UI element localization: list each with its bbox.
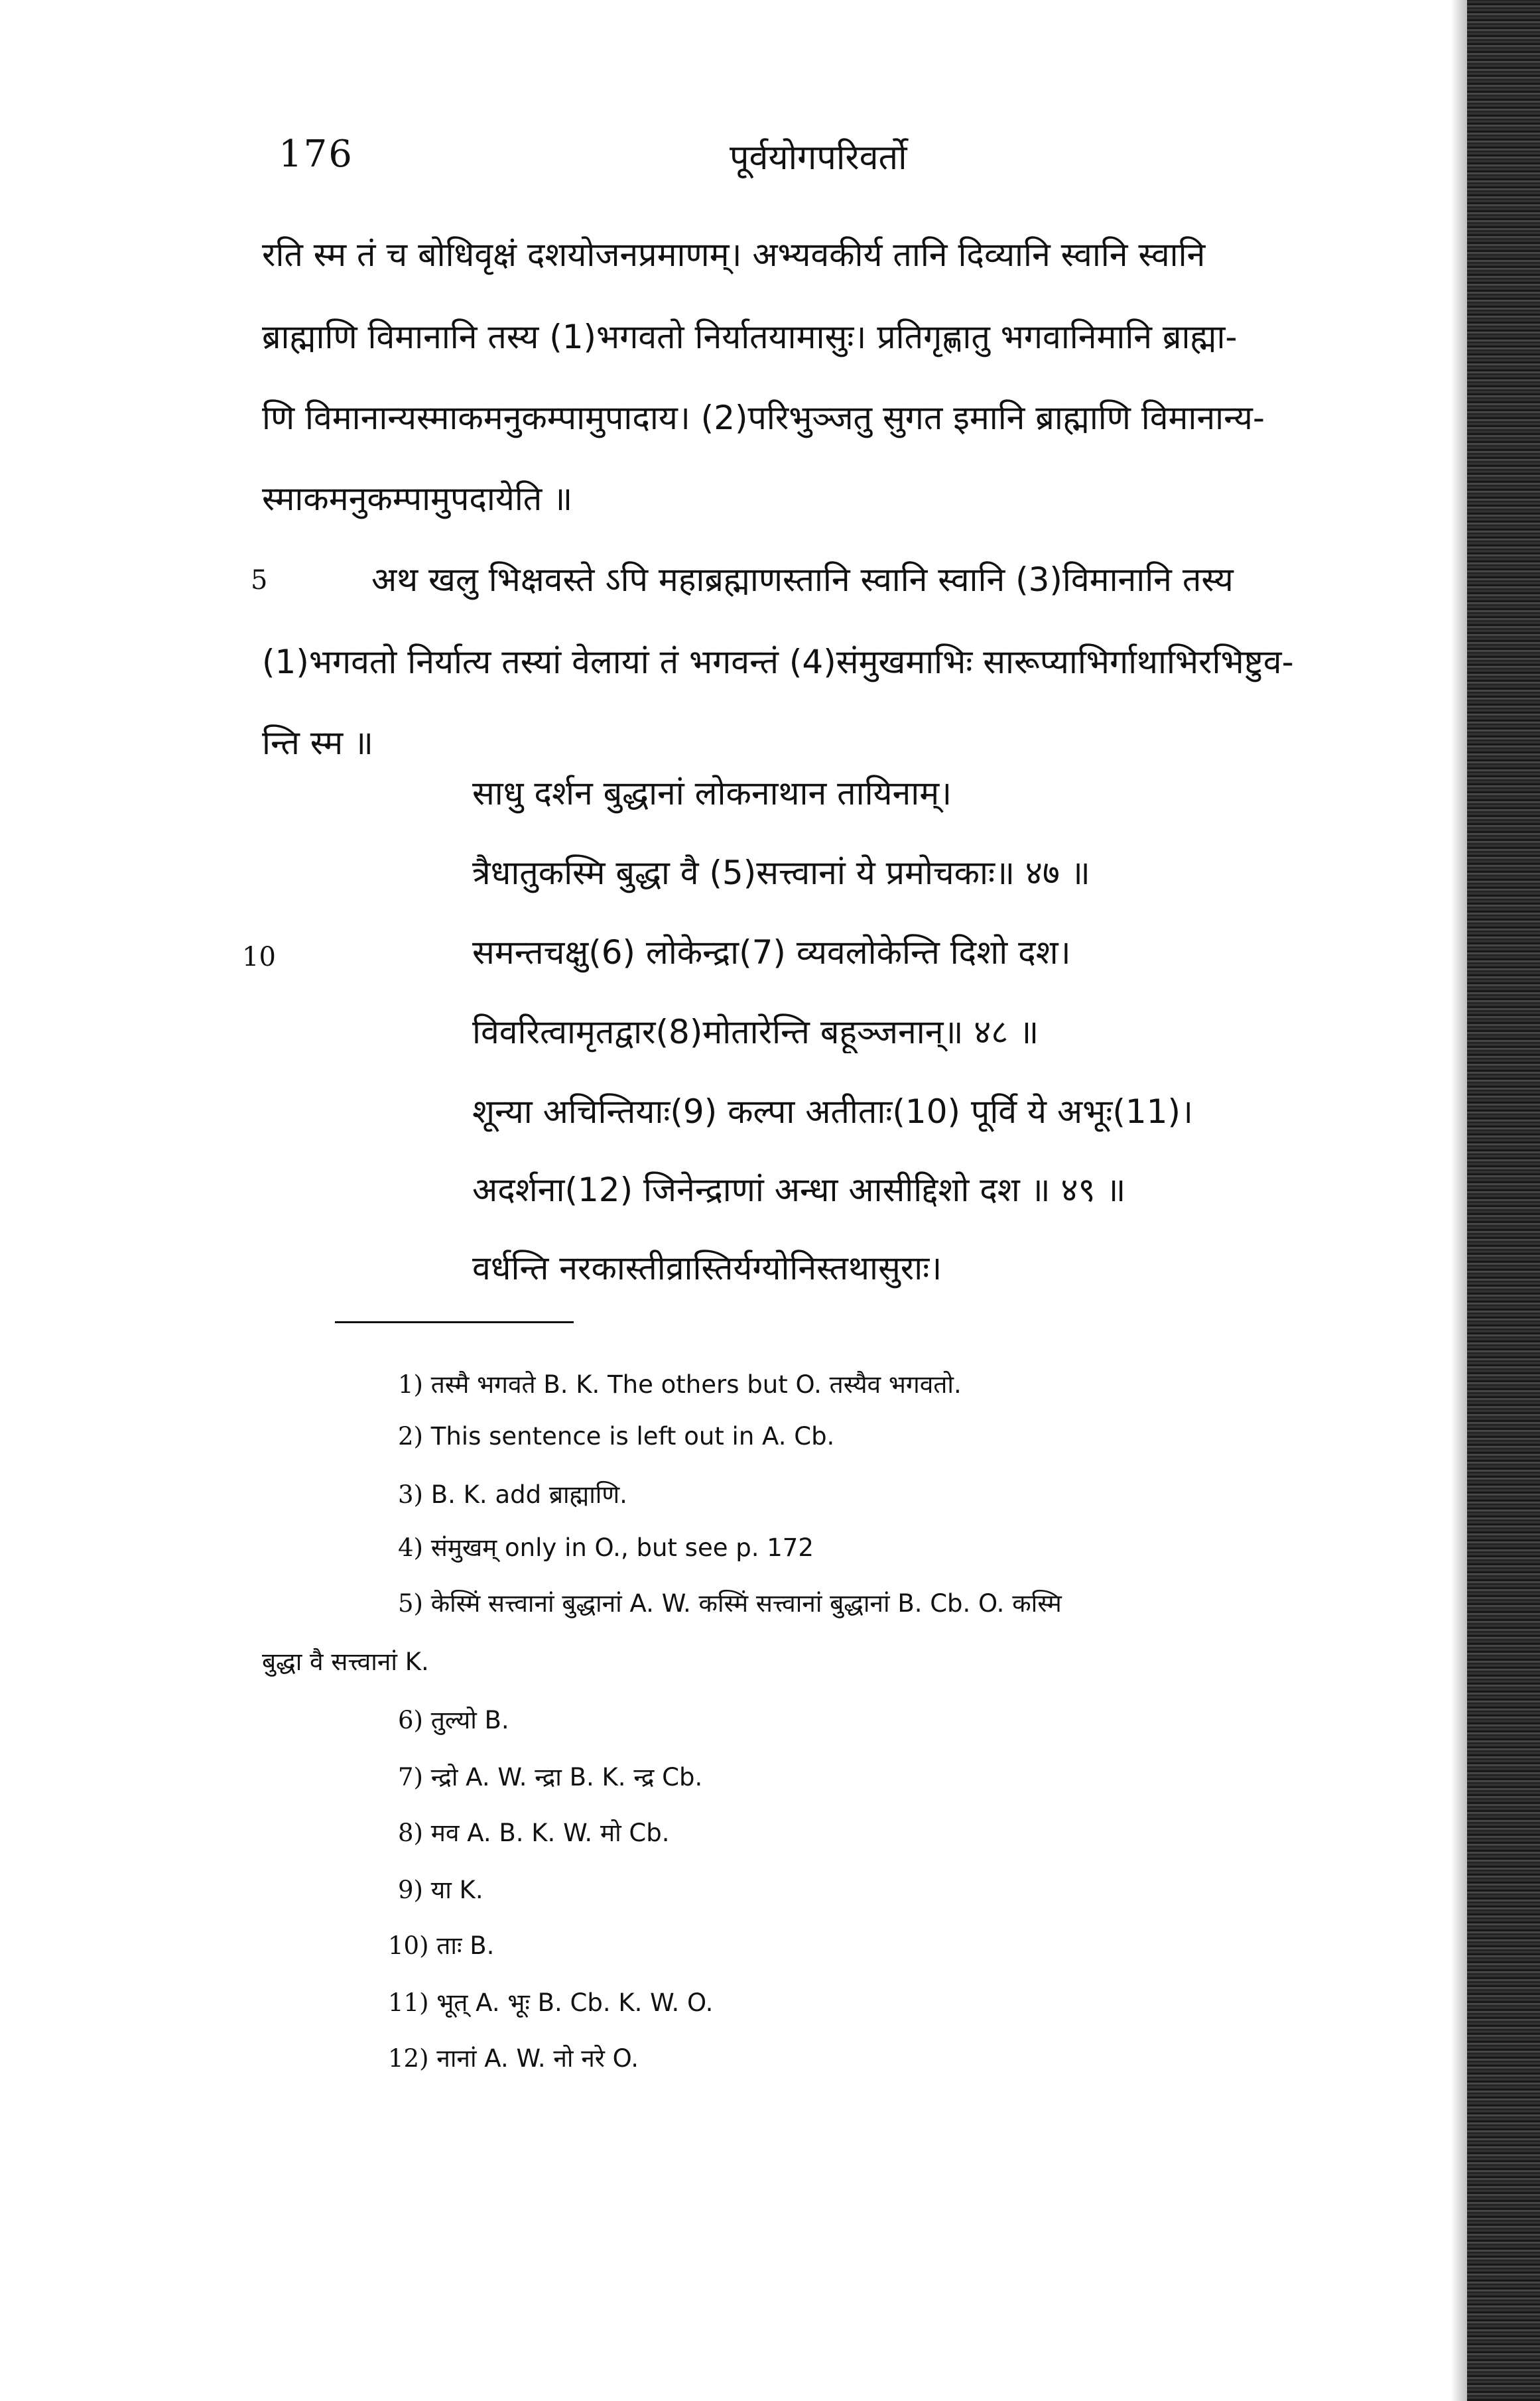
footnote-text: संमुखम् only in O., but see p. 172	[430, 1533, 814, 1562]
prose-line: (1)भगवतो निर्यात्य तस्यां वेलायां तं भगवन्तं (4)संमुखमाभिः सारूप्याभिर्गाथाभिरभिष्टुव-	[262, 643, 1294, 681]
prose-line: णि विमानान्यस्माकमनुकम्पामुपादाय। (2)परिभुञ्जतु सुगत इमानि ब्राह्माणि विमानान्य-	[262, 399, 1265, 437]
footnote	[398, 1529, 814, 1563]
footnote-number: 2)	[398, 1422, 423, 1451]
prose-line: रति स्म तं च बोधिवृक्षं दशयोजनप्रमाणम्। अभ्यवकीर्य तानि दिव्यानि स्वानि स्वानि	[262, 235, 1206, 274]
footnote-number: 3)	[398, 1480, 423, 1509]
footnote	[388, 1984, 713, 2018]
footnote-text: या K.	[430, 1876, 483, 1904]
footnote-text: तस्मै भगवते B. K. The others but O. तस्यैव भगवतो.	[430, 1370, 962, 1399]
footnote-text: तुल्यो B.	[430, 1706, 509, 1734]
prose-line: अथ खलु भिक्षवस्ते ऽपि महाब्रह्माणस्तानि स्वानि स्वानि (3)विमानानि तस्य	[371, 560, 1234, 599]
verse-line: साधु दर्शन बुद्धानां लोकनाथान तायिनाम्।	[472, 774, 952, 812]
verse-line: विवरित्वामृतद्वार(8)मोतारेन्ति बहूञ्जनान्॥ ४८ ॥	[472, 1013, 1039, 1051]
prose-line: ब्राह्माणि विमानानि तस्य (1)भगवतो निर्यातयामासुः। प्रतिगृह्णातु भगवानिमानि ब्राह्मा-	[262, 318, 1238, 356]
footnote	[388, 1927, 494, 1961]
footnote-number: 1)	[398, 1370, 423, 1399]
footnote-text: मव A. B. K. W. मो Cb.	[430, 1819, 670, 1847]
footnote	[388, 2040, 639, 2074]
footnote	[398, 1872, 483, 1906]
book-edge	[1467, 0, 1540, 2401]
running-title: पूर्वयोगपरिवर्तो	[730, 138, 907, 178]
footnote-number: 7)	[398, 1763, 423, 1791]
verse-line: शून्या अचिन्तियाः(9) कल्पा अतीताः(10) पूर्वि ये अभूः(11)।	[472, 1092, 1193, 1131]
footnote	[398, 1702, 509, 1736]
line-number: 5	[251, 565, 268, 596]
footnote-text: B. K. add ब्राह्माणि.	[430, 1480, 627, 1509]
footnote-number: 6)	[398, 1706, 423, 1734]
page-edge-shadow	[1451, 0, 1467, 2401]
footnote	[398, 1422, 834, 1451]
footnote-number: 9)	[398, 1876, 423, 1904]
verse-line: अदर्शना(12) जिनेन्द्राणां अन्धा आसीद्दिशो दश ॥ ४९ ॥	[472, 1171, 1126, 1209]
footnote	[398, 1585, 1062, 1619]
verse-line: त्रैधातुकस्मि बुद्धा वै (5)सत्त्वानां ये प्रमोचकाः॥ ४७ ॥	[472, 854, 1090, 892]
footnote-text: ताः B.	[436, 1931, 495, 1960]
footnote-number: 11)	[388, 1988, 429, 2017]
footnote	[398, 1759, 702, 1793]
footnote-number: 4)	[398, 1533, 423, 1562]
footnote-text: नानां A. W. नो नरे O.	[436, 2044, 639, 2073]
prose-line: स्माकमनुकम्पामुपदायेति ॥	[262, 480, 573, 518]
footnote-text: This sentence is left out in A. Cb.	[430, 1422, 835, 1451]
footnote-divider	[335, 1321, 574, 1323]
page-number: 176	[279, 133, 353, 176]
line-number: 10	[242, 942, 276, 972]
footnote-number: 8)	[398, 1819, 423, 1847]
verse-line: वर्धन्ति नरकास्तीव्रास्तिर्यग्योनिस्तथासुराः।	[472, 1249, 942, 1287]
footnote-number: 12)	[388, 2044, 429, 2073]
footnote-continuation	[262, 1644, 429, 1677]
prose-line: न्ति स्म ॥	[262, 724, 373, 762]
footnote-number: 10)	[388, 1931, 429, 1960]
footnote-text: भूत् A. भूः B. Cb. K. W. O.	[436, 1988, 714, 2017]
verse-line: समन्तचक्षु(6) लोकेन्द्रा(7) व्यवलोकेन्ति दिशो दश।	[472, 933, 1071, 972]
footnote-text: बुद्धा वै सत्त्वानां K.	[262, 1648, 429, 1676]
footnote-number: 5)	[398, 1589, 423, 1618]
footnote	[398, 1815, 670, 1849]
footnote	[398, 1366, 962, 1400]
footnote	[398, 1476, 627, 1510]
footnote-text: न्द्रो A. W. न्द्रा B. K. न्द्र Cb.	[430, 1763, 703, 1791]
footnote-text: केस्मिं सत्त्वानां बुद्धानां A. W. कस्मिं सत्त्वानां बुद्धानां B. Cb. O. कस्मि	[430, 1589, 1062, 1618]
